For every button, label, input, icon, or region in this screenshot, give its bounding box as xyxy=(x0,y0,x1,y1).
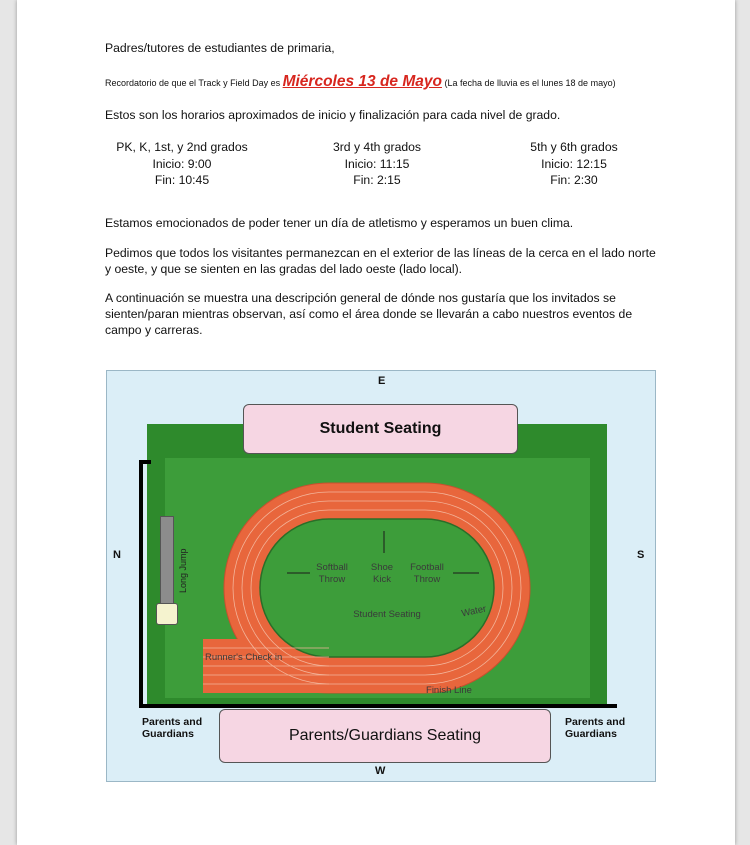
parents-label-right: Parents and Guardians xyxy=(565,716,626,740)
grade-end: Fin: 2:30 xyxy=(550,173,598,187)
field-map xyxy=(106,370,656,782)
grade-start: Inicio: 9:00 xyxy=(152,156,212,171)
long-jump-pit xyxy=(156,603,178,625)
grade-level: 5th y 6th grados xyxy=(530,140,618,154)
water-label: Water xyxy=(460,603,488,620)
direction-north: N xyxy=(113,549,121,561)
reminder-line xyxy=(105,74,616,91)
grade-end: Fin: 10:45 xyxy=(154,173,210,187)
parents-seating: Parents/Guardians Seating xyxy=(219,709,551,763)
runners-check-in-label: Runner's Check in xyxy=(205,652,283,663)
grade-schedule-2 xyxy=(312,139,442,189)
grade-schedule-3 xyxy=(509,139,639,189)
paragraph-visitors: Pedimos que todos los visitantes permanezcan en el exterior de las líneas de la cerca en el lado norte y oeste, y que se sienten en las gradas del lado oeste (lado local). xyxy=(105,246,656,276)
direction-east: E xyxy=(378,375,386,387)
grade-end: Fin: 2:15 xyxy=(353,173,401,187)
parents-label-left: Parents and Guardians xyxy=(142,716,203,740)
schedule-intro: Estos son los horarios aproximados de inicio y finalización para cada nivel de grado. xyxy=(105,108,561,122)
long-jump-runway xyxy=(160,516,174,606)
grade-level: 3rd y 4th grados xyxy=(332,140,422,154)
finish-line-label: Finish Line xyxy=(426,685,472,696)
grade-level: PK, K, 1st, y 2nd grados xyxy=(116,140,248,154)
letter-page xyxy=(17,0,735,845)
direction-west: W xyxy=(375,765,386,777)
greeting: Padres/tutores de estudiantes de primaria, xyxy=(105,41,335,55)
shoe-kick-label: Shoe Kick xyxy=(370,562,394,585)
paragraph-overview: A continuación se muestra una descripción general de dónde nos gustaría que los invitados se sienten/paran mientras observan, así como el área donde se llevarán a cabo nuestros eventos de campo y carreras. xyxy=(105,291,633,337)
student-seating-top: Student Seating xyxy=(243,404,518,454)
grade-start: Inicio: 12:15 xyxy=(541,156,607,171)
paragraph-excited: Estamos emocionados de poder tener un día de atletismo y esperamos un buen clima. xyxy=(105,216,574,230)
student-seating-infield-label: Student Seating xyxy=(353,609,421,620)
long-jump-label: Long Jump xyxy=(178,548,188,594)
football-throw-label: Football Throw xyxy=(410,562,444,585)
reminder-prefix: Recordatorio de que el Track y Field Day es xyxy=(105,78,283,88)
infield xyxy=(260,519,494,657)
rain-date: (La fecha de lluvia es el lunes 18 de mayo) xyxy=(441,78,616,88)
event-date: Miércoles 13 de Mayo xyxy=(282,73,442,90)
grade-start: Inicio: 11:15 xyxy=(344,156,410,171)
softball-throw-label: Softball Throw xyxy=(316,562,348,585)
grade-schedule-1 xyxy=(112,139,252,189)
direction-south: S xyxy=(637,549,645,561)
